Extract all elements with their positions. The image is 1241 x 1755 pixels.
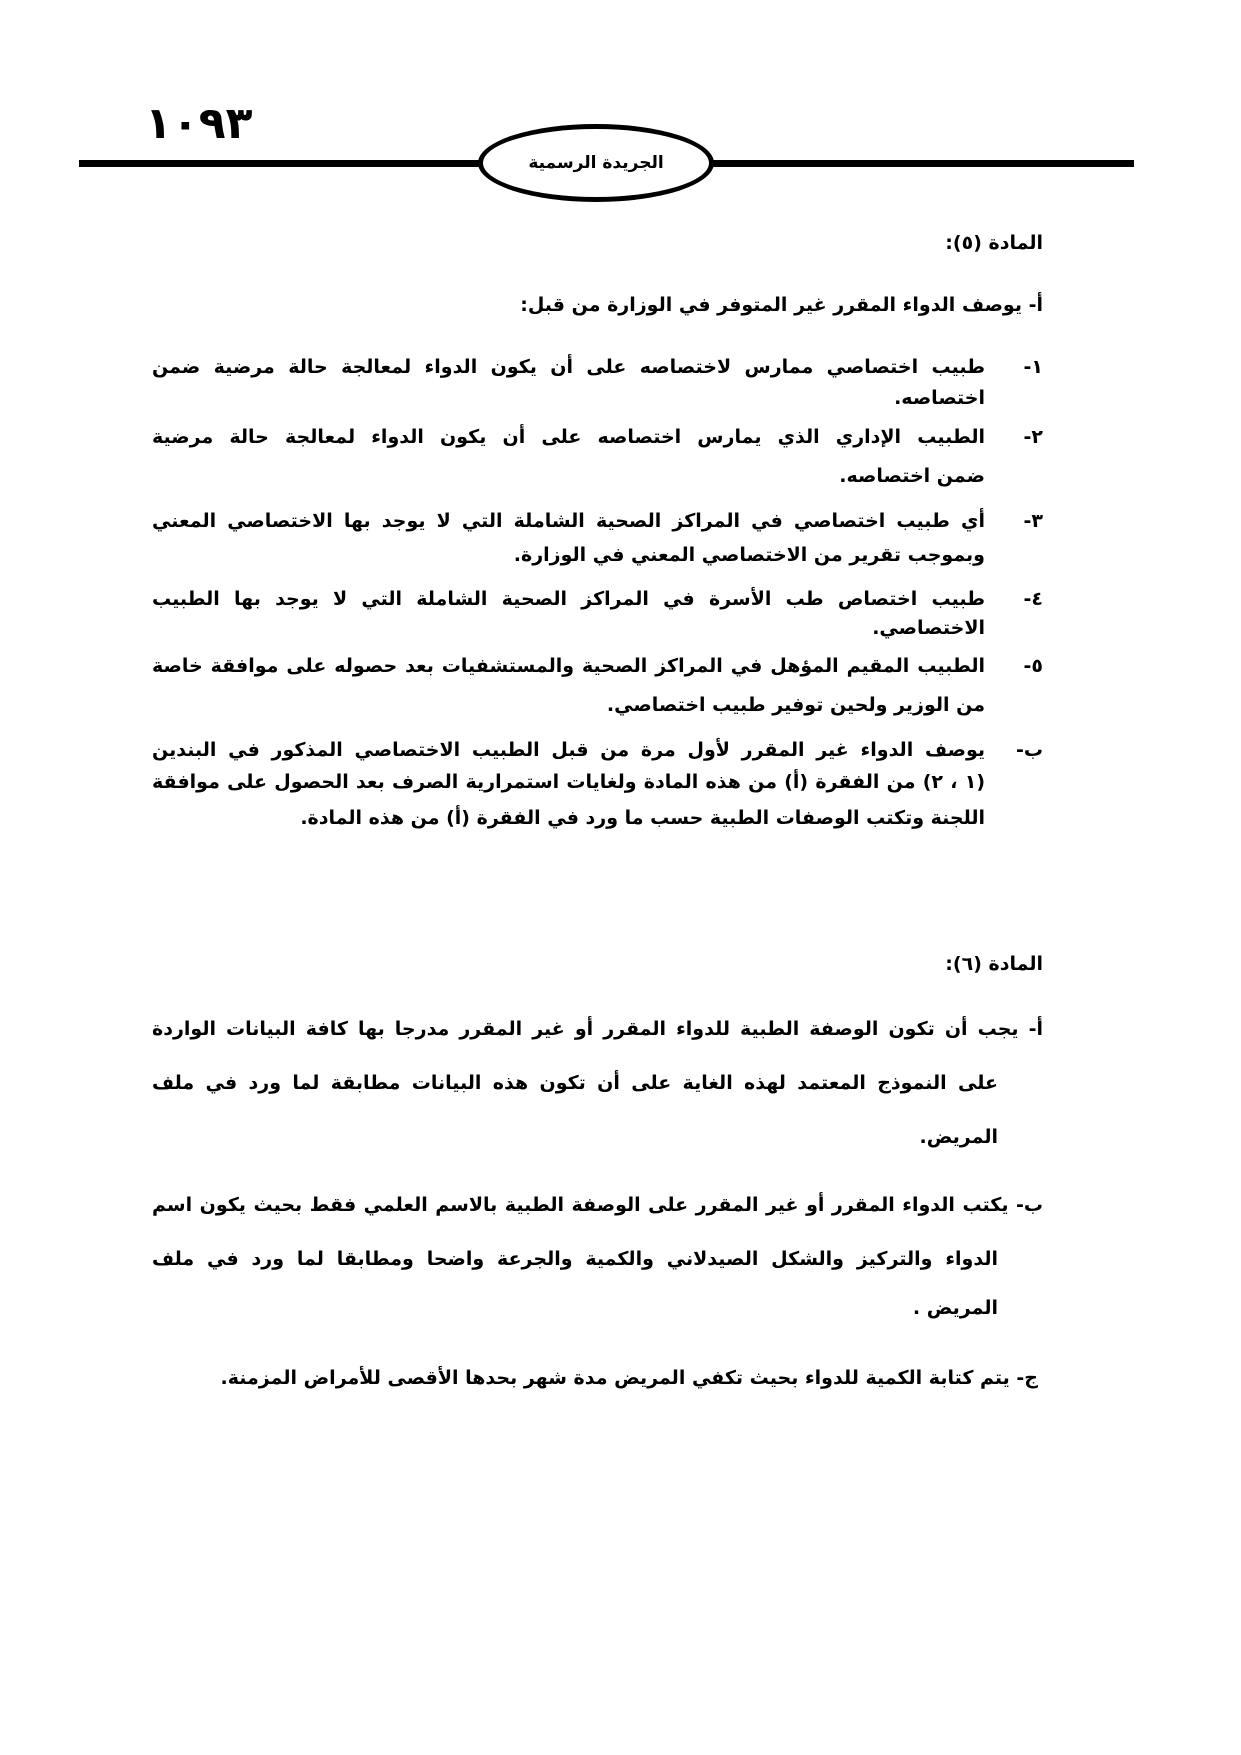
- gazette-title-oval: [478, 124, 714, 202]
- item2-line: ضمن اختصاصه.: [839, 465, 985, 487]
- item5-line: الطبيب المقيم المؤهل في المراكز الصحية والمستشفيات بعد حصوله على موافقة خاصة: [152, 655, 985, 677]
- item1-marker: ١-: [1023, 356, 1043, 378]
- article5-para-a: أ- يوصف الدواء المقرر غير المتوفر في الوزارة من قبل:: [520, 294, 1043, 316]
- item4-line: طبيب اختصاص طب الأسرة في المراكز الصحية الشاملة التي لا يوجد بها الطبيب: [152, 588, 985, 610]
- article6-title: المادة (٦):: [945, 953, 1043, 975]
- para-b-line: (١ ، ٢) من الفقرة (أ) من هذه المادة ولغايات استمرارية الصرف بعد الحصول على موافقة: [152, 771, 985, 793]
- page-number: ١٠٩٣: [145, 98, 253, 149]
- article5-title: المادة (٥):: [945, 232, 1043, 254]
- gazette-title: الجريدة الرسمية: [528, 153, 664, 173]
- item5-line: من الوزير ولحين توفير طبيب اختصاصي.: [606, 694, 985, 716]
- para-b-line: اللجنة وتكتب الوصفات الطبية حسب ما ورد في الفقرة (أ) من هذه المادة.: [300, 807, 985, 829]
- article6-para-a-line: المريض.: [919, 1126, 998, 1148]
- item4-marker: ٤-: [1023, 588, 1043, 610]
- item2-line: الطبيب الإداري الذي يمارس اختصاصه على أن يكون الدواء لمعالجة حالة مرضية: [152, 426, 985, 448]
- para-b-marker: ب-: [1016, 739, 1043, 761]
- para-b-line: يوصف الدواء غير المقرر لأول مرة من قبل الطبيب الاختصاصي المذكور في البندين: [152, 739, 985, 761]
- item3-marker: ٣-: [1023, 510, 1043, 532]
- article6-para-b-line: ب- يكتب الدواء المقرر أو غير المقرر على الوصفة الطبية بالاسم العلمي فقط بحيث يكون اسم: [152, 1194, 1043, 1216]
- article6-para-b-line: الدواء والتركيز والشكل الصيدلاني والكمية والجرعة واضحا ومطابقا لما ورد في ملف: [152, 1248, 998, 1270]
- article6-para-b-line: المريض .: [912, 1297, 998, 1319]
- article6-para-c: ج- يتم كتابة الكمية للدواء بحيث تكفي المريض مدة شهر بحدها الأقصى للأمراض المزمنة.: [220, 1367, 1038, 1389]
- item2-marker: ٢-: [1023, 426, 1043, 448]
- item4-line: الاختصاصي.: [872, 617, 985, 639]
- item3-line: أي طبيب اختصاصي في المراكز الصحية الشاملة التي لا يوجد بها الاختصاصي المعني: [152, 510, 985, 532]
- item1-line: اختصاصه.: [894, 387, 985, 409]
- item1-line: طبيب اختصاصي ممارس لاختصاصه على أن يكون الدواء لمعالجة حالة مرضية ضمن: [152, 356, 985, 378]
- item3-line: وبموجب تقرير من الاختصاصي المعني في الوزارة.: [513, 544, 985, 566]
- article6-para-a-line: على النموذج المعتمد لهذه الغاية على أن تكون هذه البيانات مطابقة لما ورد في ملف: [152, 1072, 998, 1094]
- article6-para-a-line: أ- يجب أن تكون الوصفة الطبية للدواء المقرر أو غير المقرر مدرجا بها كافة البيانات الواردة: [152, 1018, 1043, 1040]
- item5-marker: ٥-: [1023, 655, 1043, 677]
